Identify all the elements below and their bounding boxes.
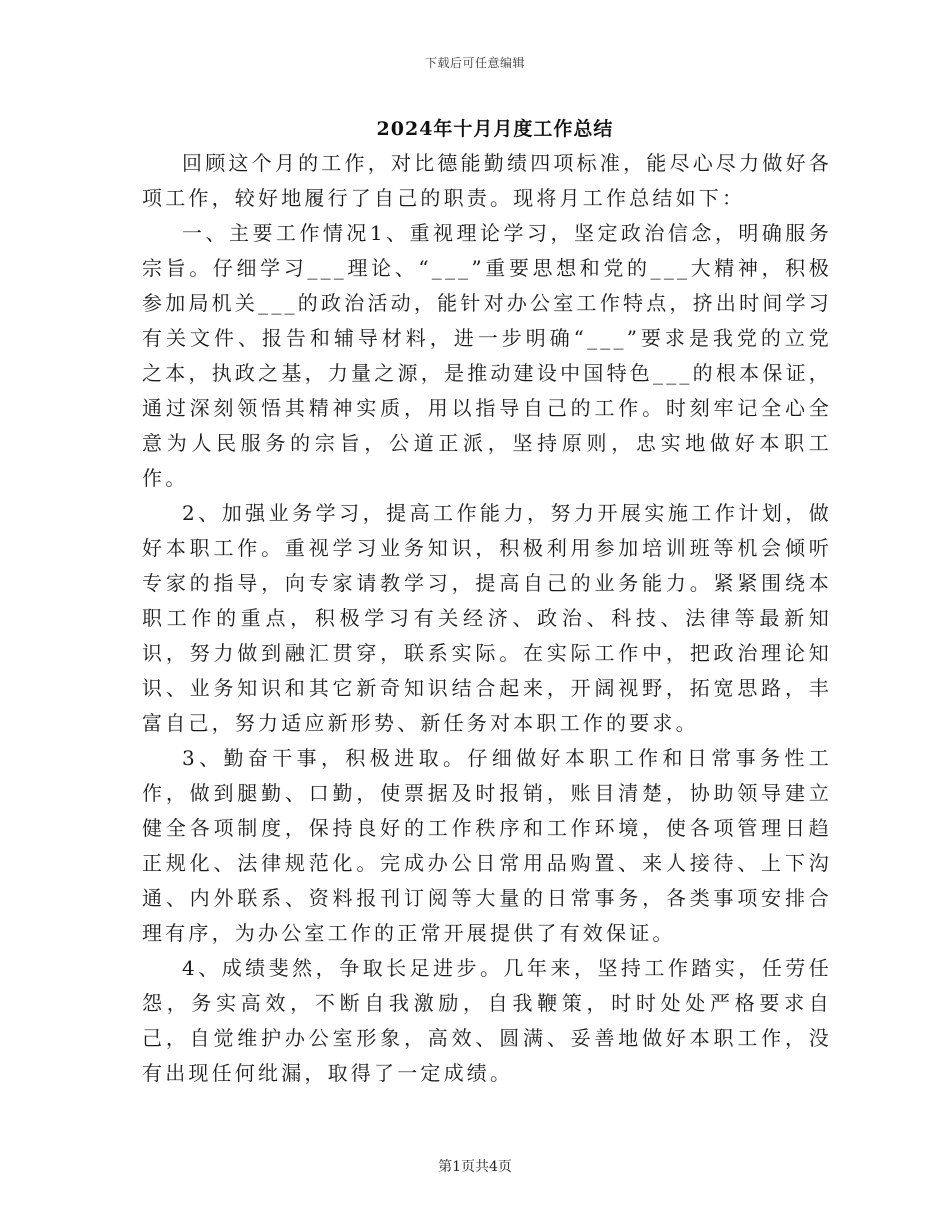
page-footer: 第1页共4页 — [438, 1159, 512, 1175]
paragraph: 一、主要工作情况1、重视理论学习，坚定政治信念，明确服务宗旨。仔细学习___理论、“___”重要思想和党的___大精神，积极参加局机关___的政治活动，能针对办公室工作特点，挤出时间学习有关文件、报告和辅导材料，进一步明确“___”要求是我党的立党之本，执政之基，力量之源，是推动建设中国特色___的根本保证，通过深刻领悟其精神实质，用以指导自己的工作。时刻牢记全心全意为人民服务的宗旨，公道正派，坚持原则，忠实地做好本职工作。 — [142, 221, 832, 490]
paragraph: 4、成绩斐然，争取长足进步。几年来，坚持工作踏实，任劳任怨，务实高效，不断自我激励，自我鞭策，时时处处严格要求自己，自觉维护办公室形象，高效、圆满、妥善地做好本职工作，没有出现任何纰漏，取得了一定成绩。 — [142, 956, 832, 1085]
document-title: 2024年十月月度工作总结 — [376, 118, 614, 140]
paragraph: 3、勤奋干事，积极进取。仔细做好本职工作和日常事务性工作，做到腿勤、口勤，使票据及时报销，账目清楚，协助领导建立健全各项制度，保持良好的工作秩序和工作环境，使各项管理日趋正规化、法律规范化。完成办公日常用品购置、来人接待、上下沟通、内外联系、资料报刊订阅等大量的日常事务，各类事项安排合理有序，为办公室工作的正常开展提供了有效保证。 — [142, 746, 832, 945]
header-note: 下载后可任意编辑 — [424, 56, 525, 70]
paragraph: 2、加强业务学习，提高工作能力，努力开展实施工作计划，做好本职工作。重视学习业务知识，积极利用参加培训班等机会倾听专家的指导，向专家请教学习，提高自己的业务能力。紧紧围绕本职工作的重点，积极学习有关经济、政治、科技、法律等最新知识，努力做到融汇贯穿，联系实际。在实际工作中，把政治理论知识、业务知识和其它新奇知识结合起来，开阔视野，拓宽思路，丰富自己，努力适应新形势、新任务对本职工作的要求。 — [142, 501, 832, 735]
document-body — [142, 146, 832, 1091]
paragraph: 回顾这个月的工作，对比德能勤绩四项标准，能尽心尽力做好各项工作，较好地履行了自己的职责。现将月工作总结如下： — [142, 151, 832, 210]
